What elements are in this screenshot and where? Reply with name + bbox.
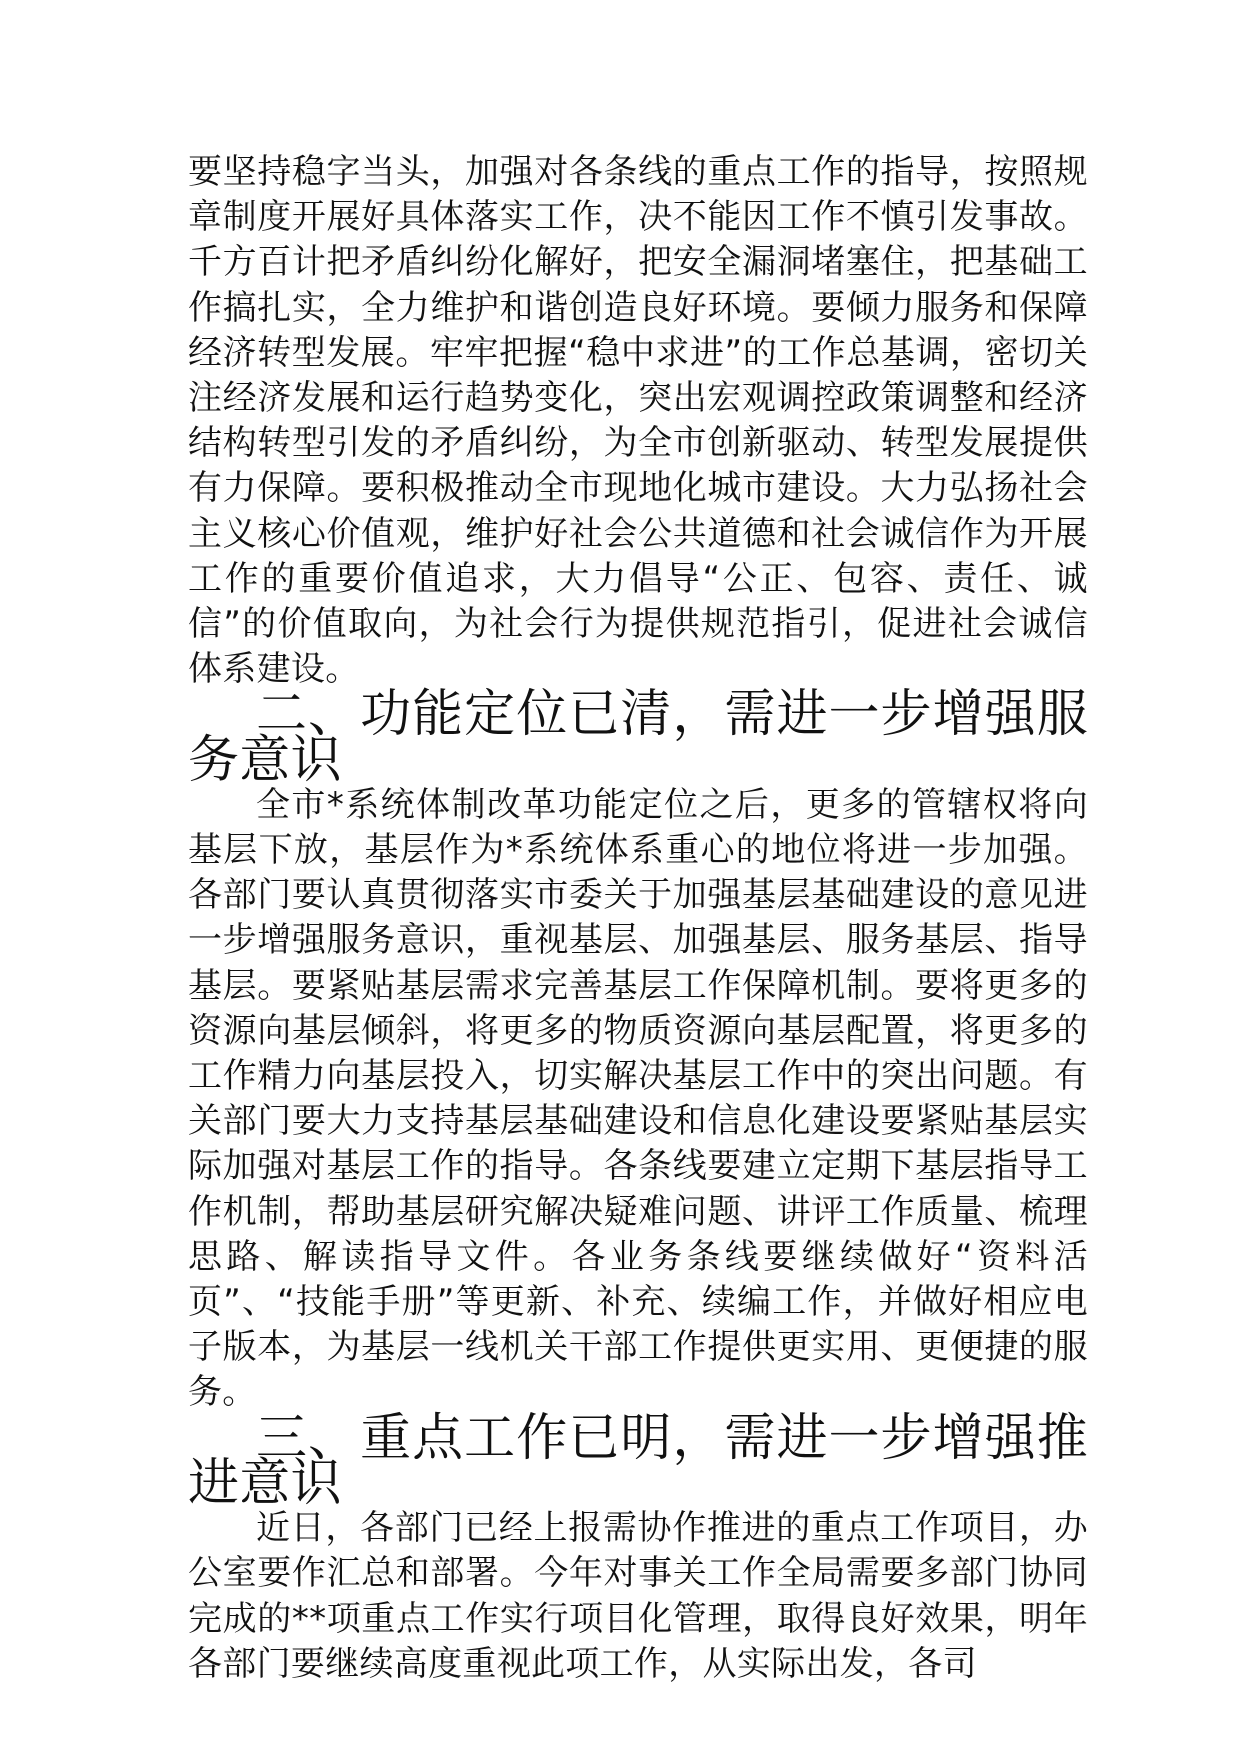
section-heading-2: 二、功能定位已清，需进一步增强服务意识: [188, 685, 1088, 790]
body-paragraph: 全市*系统体制改革功能定位之后，更多的管辖权将向基层下放，基层作为*系统体系重心的地位将进一步加强。各部门要认真贯彻落实市委关于加强基层基础建设的意见进一步增强服务意识，重视基层、加强基层、服务基层、指导基层。要紧贴基层需求完善基层工作保障机制。要将更多的资源向基层倾斜，将更多的物质资源向基层配置，将更多的工作精力向基层投入，切实解决基层工作中的突出问题。有关部门要大力支持基层基础建设和信息化建设要紧贴基层实际加强对基层工作的指导。各条线要建立定期下基层指导工作机制，帮助基层研究解决疑难问题、讲评工作质量、梳理思路、解读指导文件。各业务条线要继续做好“资料活页”、“技能手册”等更新、补充、续编工作，并做好相应电子版本，为基层一线机关干部工作提供更实用、更便捷的服务。: [188, 784, 1088, 1413]
document-body: [188, 150, 1088, 1687]
body-paragraph: 近日，各部门已经上报需协作推进的重点工作项目，办公室要作汇总和部署。今年对事关工作全局需要多部门协同完成的**项重点工作实行项目化管理，取得良好效果，明年各部门要继续高度重视此项工作，从实际出发，各司: [188, 1508, 1088, 1684]
section-heading-3: 三、重点工作已明，需进一步增强推进意识: [188, 1408, 1088, 1513]
body-paragraph: 要坚持稳字当头，加强对各条线的重点工作的指导，按照规章制度开展好具体落实工作，决不能因工作不慎引发事故。千方百计把矛盾纠纷化解好，把安全漏洞堵塞住，把基础工作搞扎实，全力维护和谐创造良好环境。要倾力服务和保障经济转型发展。牢牢把握“稳中求进”的工作总基调，密切关注经济发展和运行趋势变化，突出宏观调控政策调整和经济结构转型引发的矛盾纠纷，为全市创新驱动、转型发展提供有力保障。要积极推动全市现地化城市建设。大力弘扬社会主义核心价值观，维护好社会公共道德和社会诚信作为开展工作的重要价值追求，大力倡导“公正、包容、责任、诚信”的价值取向，为社会行为提供规范指引，促进社会诚信体系建设。: [188, 152, 1088, 690]
